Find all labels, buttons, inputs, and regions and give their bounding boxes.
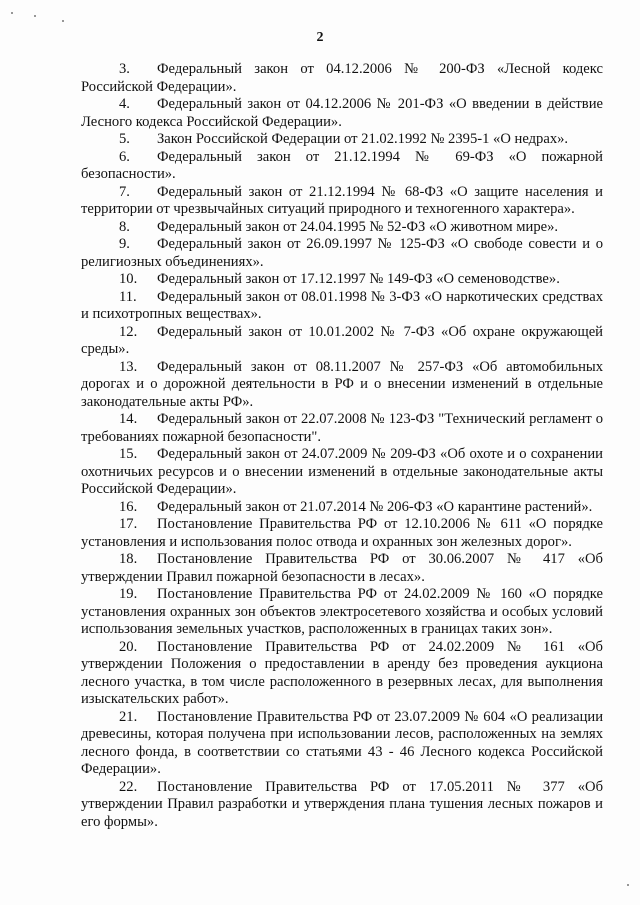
item-text: Федеральный закон от 10.01.2002 № 7-ФЗ «Об охране окружающей среды». bbox=[81, 323, 603, 357]
list-item bbox=[81, 359, 603, 412]
list-item bbox=[81, 149, 603, 184]
item-text: Федеральный закон от 04.12.2006 № 200-ФЗ «Лесной кодекс Российской Федерации». bbox=[81, 61, 603, 95]
item-number: 14. bbox=[119, 411, 138, 427]
item-number: 17. bbox=[119, 516, 138, 532]
list-item bbox=[81, 324, 603, 359]
list-item bbox=[81, 499, 603, 517]
item-text: Постановление Правительства РФ от 12.10.2006 № 611 «О порядке установления и использования полос отвода и охранных зон железных дорог». bbox=[81, 516, 603, 550]
item-text: Федеральный закон от 08.01.1998 № 3-ФЗ «О наркотических средствах и психотропных веществах». bbox=[81, 288, 603, 322]
item-number: 12. bbox=[119, 323, 138, 340]
item-text: Федеральный закон от 26.09.1997 № 125-ФЗ «О свободе совести и о религиозных объединениях». bbox=[81, 236, 603, 270]
page-number: 2 bbox=[316, 30, 324, 45]
list-item bbox=[81, 289, 603, 324]
item-number: 5. bbox=[119, 131, 130, 147]
item-number: 9. bbox=[119, 236, 130, 252]
item-number: 13. bbox=[119, 358, 138, 375]
list-item bbox=[81, 219, 603, 237]
list-item bbox=[81, 271, 603, 289]
item-text: Федеральный закон от 21.12.1994 № 69-ФЗ «О пожарной безопасности». bbox=[81, 148, 603, 182]
item-text: Федеральный закон от 24.07.2009 № 209-ФЗ «Об охоте и о сохранении охотничьих ресурсов и о внесении изменений в отдельные законодательные акты Российской Федерации». bbox=[81, 446, 603, 497]
item-number: 19. bbox=[119, 586, 138, 602]
scan-speck bbox=[34, 15, 36, 17]
list-item bbox=[81, 184, 603, 219]
item-text: Федеральный закон от 04.12.2006 № 201-ФЗ «О введении в действие Лесного кодекса Российской Федерации». bbox=[81, 96, 603, 130]
item-number: 20. bbox=[119, 638, 138, 655]
list-item bbox=[81, 639, 603, 709]
scan-speck bbox=[62, 20, 64, 22]
list-item bbox=[81, 236, 603, 271]
item-number: 4. bbox=[119, 96, 130, 112]
item-text: Федеральный закон от 17.12.1997 № 149-ФЗ «О семеноводстве». bbox=[157, 271, 560, 287]
list-item bbox=[81, 446, 603, 499]
item-text: Федеральный закон от 22.07.2008 № 123-ФЗ "Технический регламент о требованиях пожарной безопасности". bbox=[81, 411, 603, 445]
item-number: 3. bbox=[119, 61, 130, 77]
list-item bbox=[81, 96, 603, 131]
scan-speck bbox=[11, 12, 13, 14]
list-item bbox=[81, 131, 603, 149]
item-text: Закон Российской Федерации от 21.02.1992 № 2395-1 «О недрах». bbox=[157, 131, 569, 147]
list-item bbox=[81, 411, 603, 446]
list-item bbox=[81, 709, 603, 779]
item-text: Постановление Правительства РФ от 30.06.2007 № 417 «Об утверждении Правил пожарной безопасности в лесах». bbox=[81, 551, 603, 585]
item-text: Федеральный закон от 08.11.2007 № 257-ФЗ «Об автомобильных дорогах и о дорожной деятельности в РФ и о внесении изменений в отдельные законодательные акты РФ». bbox=[81, 358, 603, 410]
scan-speck bbox=[627, 884, 629, 886]
item-text: Федеральный закон от 24.04.1995 № 52-ФЗ «О животном мире». bbox=[157, 218, 559, 235]
item-number: 15. bbox=[119, 446, 138, 462]
item-number: 11. bbox=[119, 288, 137, 305]
list-item bbox=[81, 779, 603, 832]
item-text: Федеральный закон от 21.07.2014 № 206-ФЗ «О карантине растений». bbox=[157, 498, 593, 515]
item-text: Постановление Правительства РФ от 17.05.2011 № 377 «Об утверждении Правил разработки и утверждения плана тушения лесных пожаров и его формы». bbox=[81, 778, 603, 830]
item-text: Постановление Правительства РФ от 24.02.2009 № 160 «О порядке установления охранных зон объектов электросетевого хозяйства и особых условий использования земельных участков, расположенных в границах таких зон». bbox=[81, 586, 603, 637]
item-text: Федеральный закон от 21.12.1994 № 68-ФЗ «О защите населения и территории от чрезвычайных ситуаций природного и техногенного характера». bbox=[81, 183, 603, 217]
legal-acts-list bbox=[81, 61, 603, 831]
item-text: Постановление Правительства РФ от 23.07.2009 № 604 «О реализации древесины, которая получена при использовании лесов, расположенных на землях лесного фонда, в соответствии со статьями 43 - 46 Лесного кодекса Российской Федерации». bbox=[81, 708, 603, 777]
list-item bbox=[81, 586, 603, 639]
item-number: 16. bbox=[119, 498, 138, 515]
item-number: 8. bbox=[119, 218, 130, 235]
list-item bbox=[81, 551, 603, 586]
item-number: 10. bbox=[119, 271, 138, 287]
item-number: 21. bbox=[119, 708, 138, 725]
list-item bbox=[81, 61, 603, 96]
item-number: 6. bbox=[119, 148, 130, 165]
item-number: 18. bbox=[119, 551, 138, 567]
item-text: Постановление Правительства РФ от 24.02.2009 № 161 «Об утверждении Положения о предоставлении в аренду без проведения аукциона лесного участка, в том числе расположенного в резервных лесах, для выполнения изыскательских работ». bbox=[81, 638, 603, 707]
item-number: 22. bbox=[119, 778, 138, 795]
list-item bbox=[81, 516, 603, 551]
item-number: 7. bbox=[119, 183, 130, 200]
